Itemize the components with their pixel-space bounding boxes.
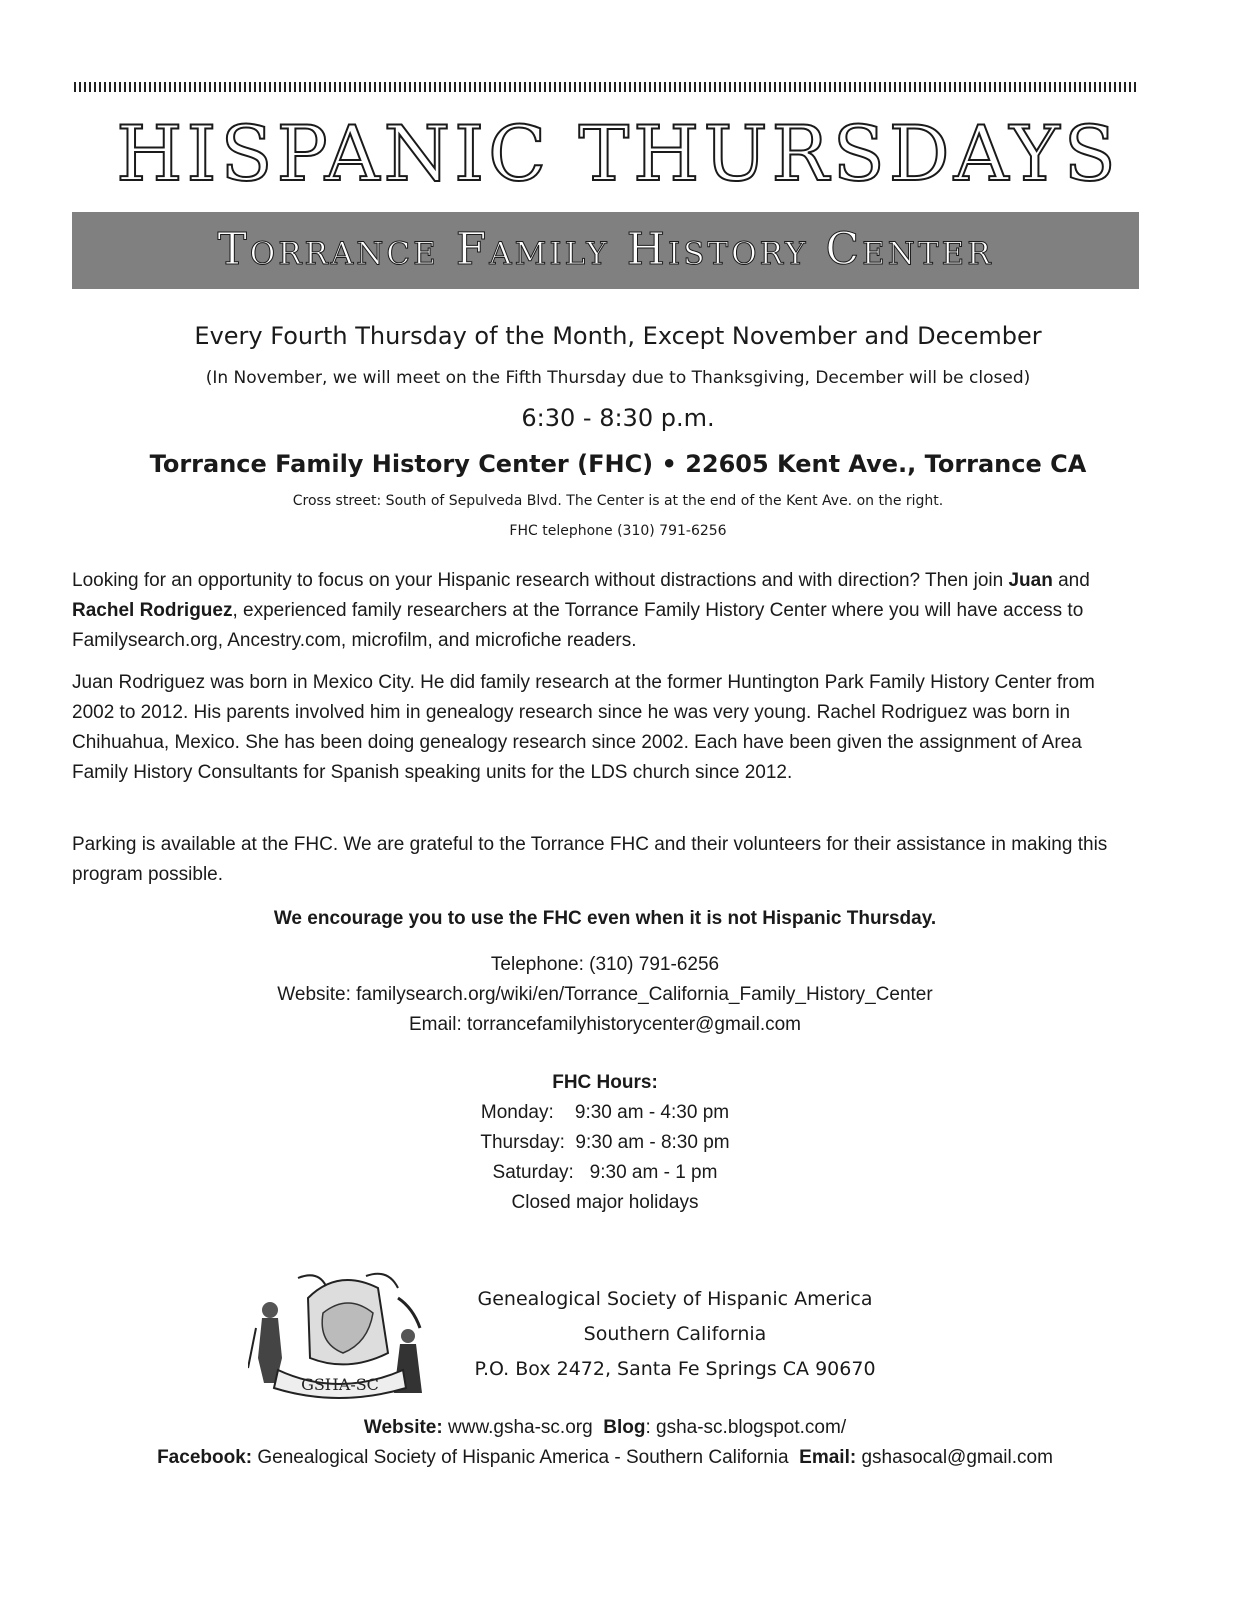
intro-and: and — [1052, 570, 1090, 591]
schedule-note: (In November, we will meet on the Fifth Thursday due to Thanksgiving, December will be closed) — [205, 368, 1031, 388]
intro-paragraph — [72, 566, 1140, 656]
gsha-sc-logo — [248, 1258, 428, 1408]
footer-links-line — [0, 1413, 1210, 1443]
footer-facebook-label: Facebook: — [157, 1447, 253, 1468]
hours-title: FHC Hours: — [552, 1072, 658, 1093]
page-title: HISPANIC THURSDAYS — [116, 109, 1120, 198]
hours-saturday: Saturday: 9:30 am - 1 pm — [492, 1162, 718, 1183]
footer-social-line — [0, 1443, 1210, 1473]
schedule-line: Every Fourth Thursday of the Month, Except November and December — [194, 322, 1042, 350]
host-name-rachel: Rachel Rodriguez — [72, 600, 233, 621]
contact-block — [0, 950, 1210, 1040]
footer-email-label: Email: — [799, 1447, 857, 1468]
decorative-top-rule — [74, 82, 1136, 92]
encourage-note: We encourage you to use the FHC even when it is not Hispanic Thursday. — [273, 908, 937, 929]
society-address: P.O. Box 2472, Santa Fe Springs CA 90670 — [474, 1358, 876, 1380]
meeting-location: Torrance Family History Center (FHC) • 22605 Kent Ave., Torrance CA — [149, 450, 1087, 478]
society-region: Southern California — [583, 1323, 767, 1345]
society-address-block — [430, 1282, 920, 1387]
meeting-time: 6:30 - 8:30 p.m. — [521, 404, 715, 432]
hours-monday: Monday: 9:30 am - 4:30 pm — [480, 1102, 730, 1123]
footer-website-link[interactable]: www.gsha-sc.org — [442, 1417, 593, 1438]
contact-website[interactable]: Website: familysearch.org/wiki/en/Torrance_California_Family_History_Center — [277, 984, 933, 1005]
footer-blog-label: Blog — [603, 1417, 646, 1438]
hours-closed: Closed major holidays — [511, 1192, 699, 1213]
bio-paragraph: Juan Rodriguez was born in Mexico City. He did family research at the former Huntington Park Family History Center from 2002 to 2012. His parents involved him in genealogy research since he was very young. Rachel Rodriguez was born in Chihuahua, Mexico. She has been doing genealogy research since 2002. Each have been given the assignment of Area Family History Consultants for Spanish speaking units for the LDS church since 2012. — [72, 672, 1095, 783]
intro-text-a: Looking for an opportunity to focus on your Hispanic research without distractions and with direction? Then join — [72, 570, 1009, 591]
footer-email-link[interactable]: gshasocal@gmail.com — [856, 1447, 1053, 1468]
footer-facebook-link[interactable]: Genealogical Society of Hispanic America - Southern California — [252, 1447, 789, 1468]
cross-street-note: Cross street: South of Sepulveda Blvd. The Center is at the end of the Kent Ave. on the right. — [292, 493, 944, 509]
parking-paragraph: Parking is available at the FHC. We are grateful to the Torrance FHC and their volunteers for their assistance in making this program possible. — [72, 834, 1108, 885]
contact-telephone: Telephone: (310) 791-6256 — [490, 954, 720, 975]
title-banner — [72, 212, 1139, 289]
footer-blog-link[interactable]: : gsha-sc.blogspot.com/ — [645, 1417, 847, 1438]
logo-text: GSHA-SC — [301, 1375, 379, 1394]
host-name-juan: Juan — [1008, 570, 1053, 591]
banner-subtitle: Torrance Family History Center — [217, 224, 994, 275]
hours-block — [0, 1068, 1210, 1218]
fhc-telephone: FHC telephone (310) 791-6256 — [509, 523, 727, 539]
contact-email[interactable]: Email: torrancefamilyhistorycenter@gmail.com — [408, 1014, 801, 1035]
intro-text-b: , experienced family researchers at the Torrance Family History Center where you will have access to Familysearch.org, Ancestry.com, microfilm, and microfiche readers. — [72, 600, 1084, 651]
society-name: Genealogical Society of Hispanic America — [477, 1288, 873, 1310]
footer-website-label: Website: — [363, 1417, 443, 1438]
hours-thursday: Thursday: 9:30 am - 8:30 pm — [480, 1132, 730, 1153]
